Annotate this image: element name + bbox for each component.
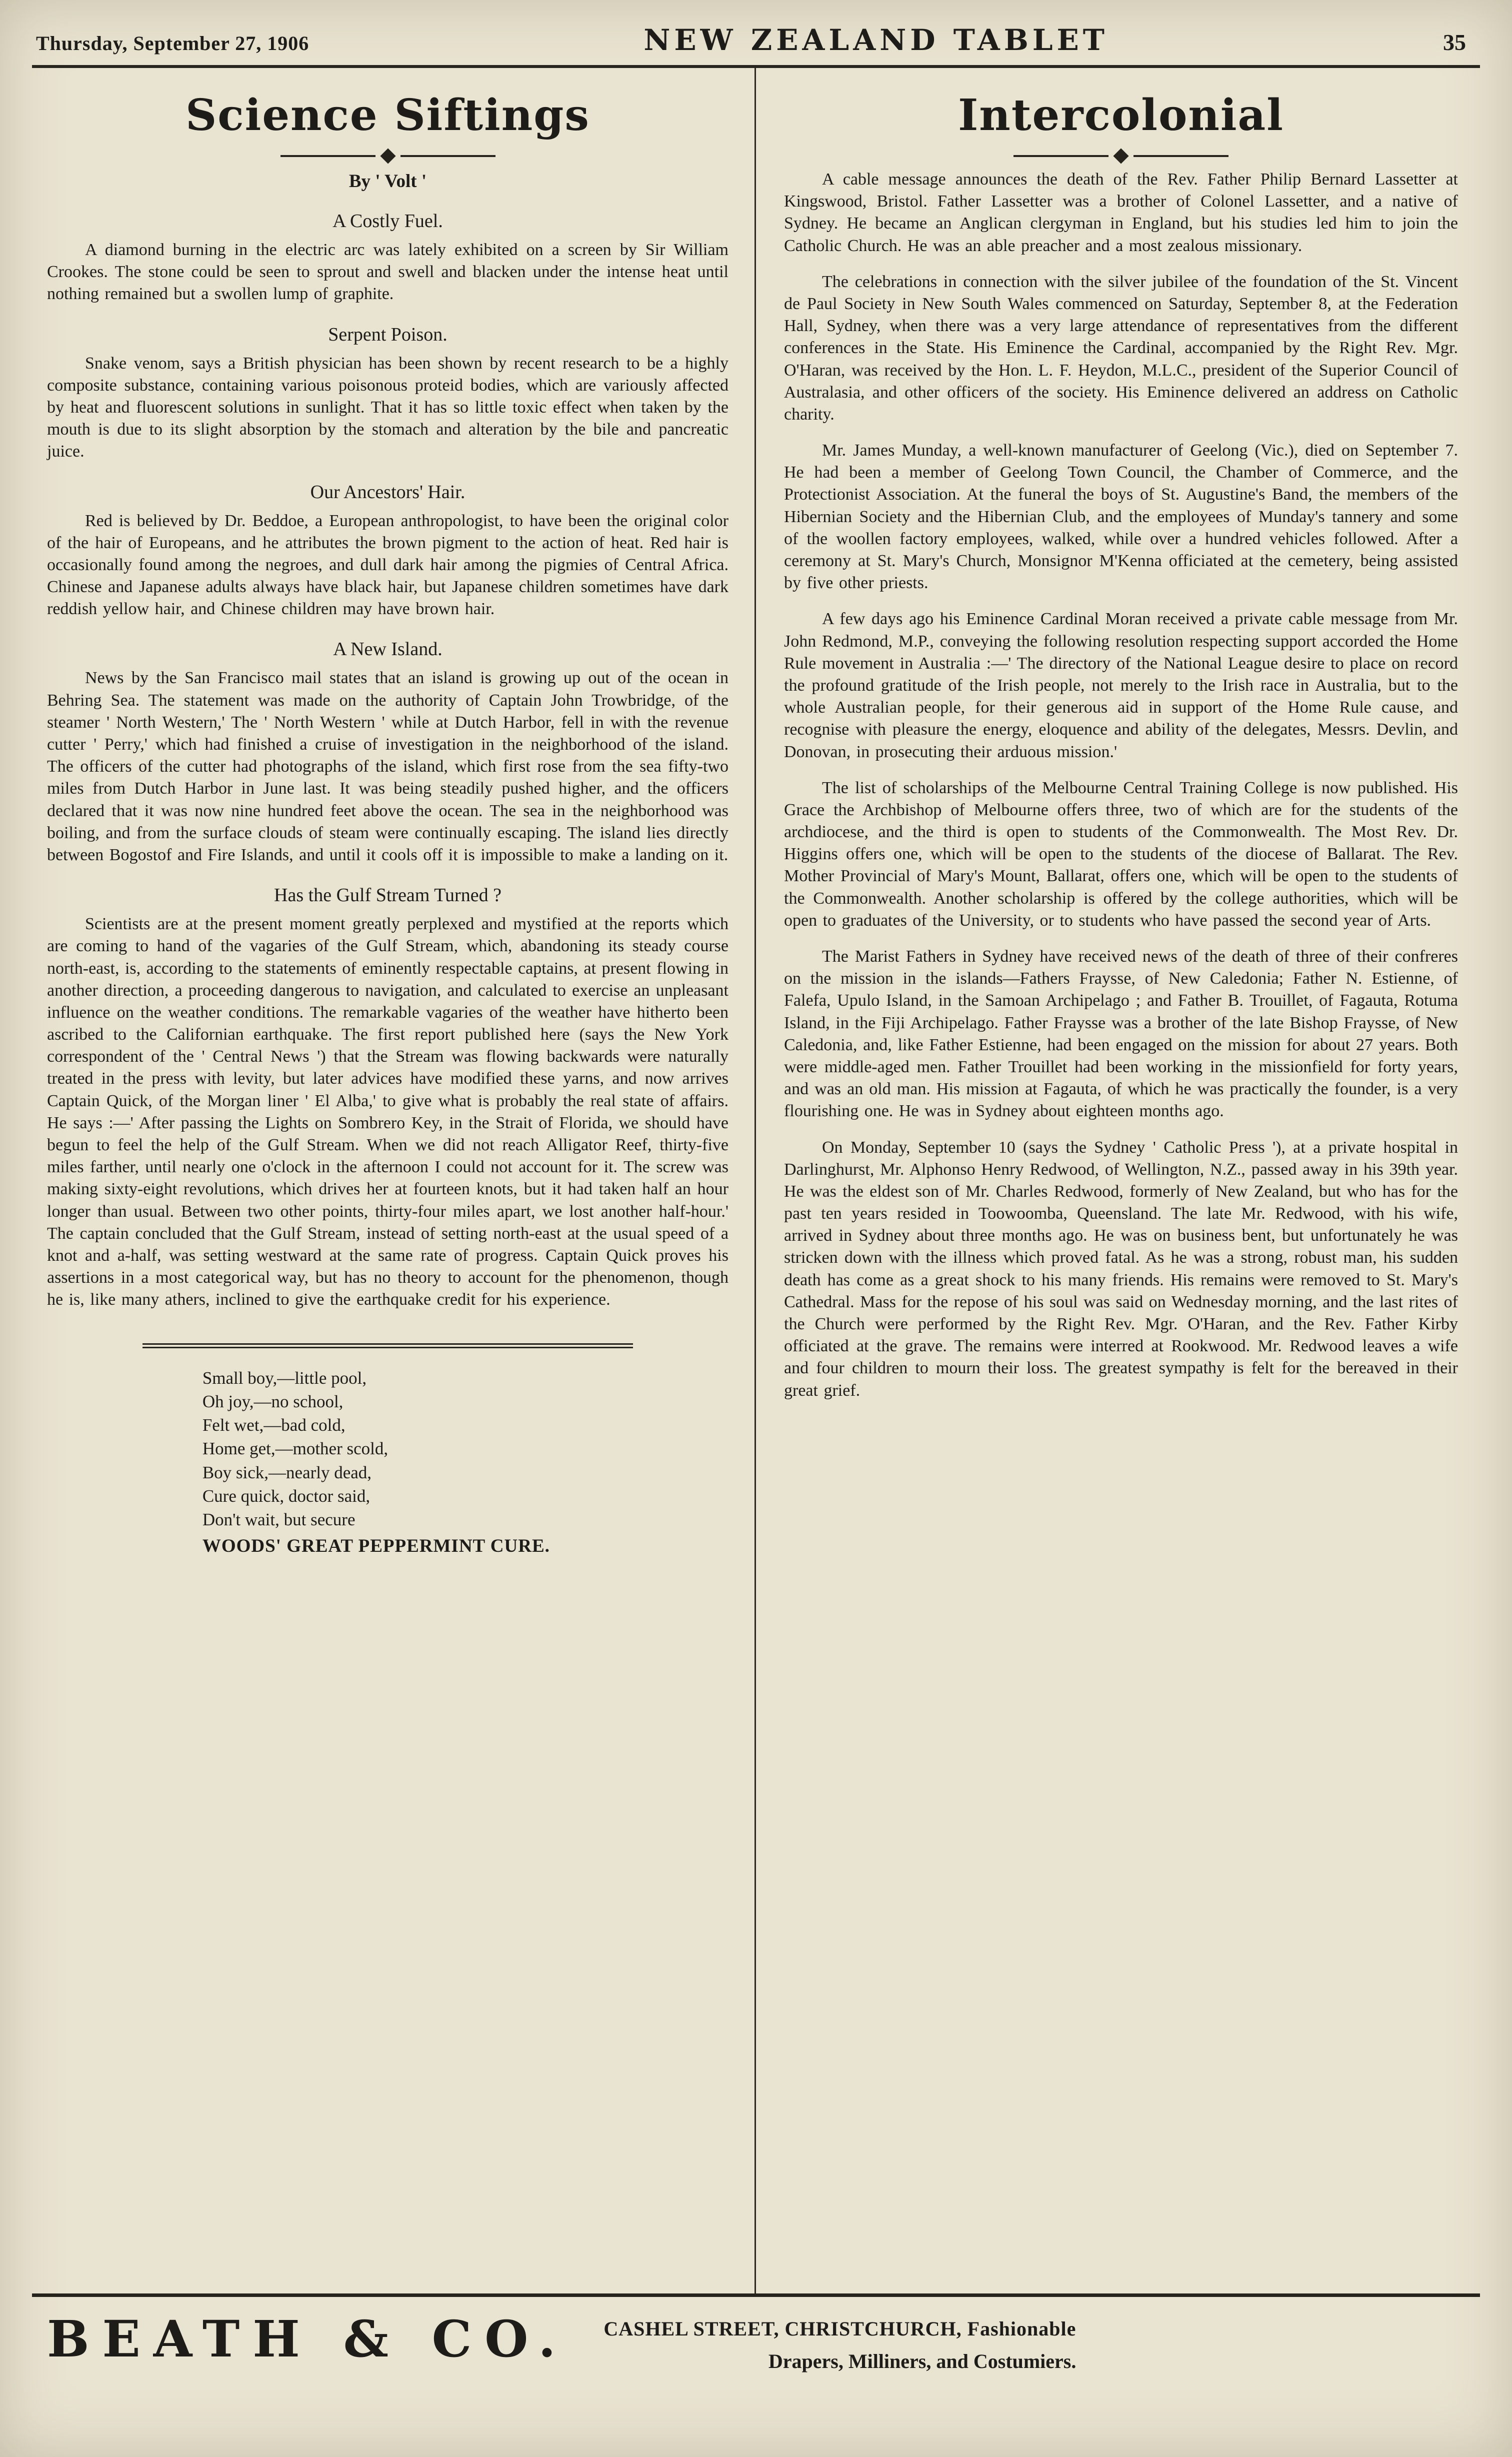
ad-line: Oh joy,—no school, xyxy=(202,1391,344,1411)
section-paragraph: News by the San Francisco mail states that an island is growing up out of the ocean in Behring Sea. The statement was made on the authority of Captain John Trowbridge, of the steamer ' North Western,' The ' North Western ' while at Dutch Harbor, fell in with the revenue cutter ' Perry,' which had finished a cruise of investigation in the neighborhood of the island. The officers of the cutter had photographs of the island, which first rose from the sea fifty-two miles from Dutch Harbor in June last. It was being steadily pushed higher, and the officers declared that it was now nine hundred feet above the ocean. The sea in the neighborhood was boiling, and from the surface clouds of steam were continually escaping. The island lies directly between Bogostof and Fire Islands, and until it cools off it is impossible to make a landing on it. xyxy=(47,669,728,864)
news-paragraph: A few days ago his Eminence Cardinal Moran received a private cable message from Mr. John Redmond, M.P., conveying the following resolution respecting support accorded the Home Rule movement in Australia :—' The directory of the National League desire to place on record the profound gratitude of the Irish people, not merely to the Irish race in Australia, but to the whole Australian people, for their generous aid in support of the Home Rule cause, and recognise with pleasure the energy, eloquence and ability of the delegates, Messrs. Devlin, and Donovan, in prosecuting their arduous mission.' xyxy=(784,610,1458,761)
news-paragraph: A cable message announces the death of the Rev. Father Philip Bernard Lassetter at Kingswood, Bristol. Father Lassetter was a brother of Colonel Lassetter, and a native of Sydney. He became an Anglican clergyman in England, but his studies led him to join the Catholic Church. He was an able preacher and a most zealous missionary. xyxy=(784,170,1458,255)
section-paragraph: Scientists are at the present moment greatly perplexed and mystified at the reports which are coming to hand of the vagaries of the Gulf Stream, which, abandoning its steady course north-east, is, according to the statements of eminently respectable captains, at present flowing in another direction, a proceeding dangerous to navigation, and calculated to exercise an unpleasant influence on the weather conditions. The remarkable vagaries of the weather have hitherto been ascribed to the Californian earthquake. The first report published here (says the New York correspondent of the ' Central News ') that the Stream was flowing backwards were naturally treated in the press with levity, but later advices have modified these yarns, and now arrives Captain Quick, of the Morgan liner ' El Alba,' to give what is probably the real state of affairs. He says :—' After passing the Lights on Sombrero Key, in the Strait of Florida, we should have begun to feel the help of the Gulf Stream. When we did not reach Alligator Reef, thirty-five miles farther, until nearly one o'clock in the afternoon I could not account for it. The screw was making sixty-eight revolutions, which drives her at fourteen knots, but it had taken half an hour longer than usual. Between two other points, thirty-four miles apart, we lost another half-hour.' The captain concluded that the Gulf Stream, instead of setting north-east at the usual speed of a knot and a-half, was setting westward at the same rate of progress. Captain Quick proves his assertions in a most categorical way, but has no theory to account for the phenomenon, though he is, like many athers, inclined to give the earthquake credit for his experience. xyxy=(47,915,728,1309)
news-paragraph: Mr. James Munday, a well-known manufacturer of Geelong (Vic.), died on September 7. He had been a member of Geelong Town Council, the Chamber of Commerce, and the Protectionist Association. At the funeral the boys of St. Augustine's Band, the members of the Hibernian Society and the Hibernian Club, and the employees of Munday's tannery and some of the woollen factory employees, walked, while over a hundred vehicles followed. After a ceremony at St. Mary's Church, Monsignor M'Kenna officiated at the cemetery, being assisted by five other priests. xyxy=(784,441,1458,593)
ornament-line xyxy=(400,155,496,157)
footer-address: CASHEL STREET, CHRISTCHURCH, Fashionable xyxy=(604,2317,1076,2340)
diamond-ornament-icon xyxy=(1113,148,1128,164)
ad-line: Small boy,—little pool, xyxy=(202,1368,367,1388)
ad-line: Felt wet,—bad cold, xyxy=(202,1415,346,1435)
section-heading-gulf-stream: Has the Gulf Stream Turned ? xyxy=(274,885,502,906)
science-siftings-title: Science Siftings xyxy=(186,90,590,141)
footer-advertisement xyxy=(32,2293,1480,2373)
section-paragraph: Red is believed by Dr. Beddoe, a European anthropologist, to have been the original color of the hair of Europeans, and he attributes the brown pigment to the action of heat. Red hair is occasionally found among the negroes, and dull dark hair among the pigmies of Central Africa. Chinese and Japanese adults always have black hair, but Japanese children sometimes have dark reddish yellow hair, and Chinese children may have brown hair. xyxy=(47,511,728,619)
ornament-divider xyxy=(280,151,496,162)
byline: By ' Volt ' xyxy=(348,171,427,192)
diamond-ornament-icon xyxy=(380,148,396,164)
masthead-title: NEW ZEALAND TABLET xyxy=(644,23,1108,57)
section-paragraph: Snake venom, says a British physician has been shown by recent research to be a highly composite substance, containing various poisonous proteid bodies, which are variously affected by heat and fluorescent solutions in sunlight. That it has so little toxic effect when taken by the mouth is due to its slight absorption by the stomach and alteration by the bile and pancreatic juice. xyxy=(47,354,728,461)
beath-and-co-brand: BEATH & CO. xyxy=(47,2309,569,2368)
woods-peppermint-cure-ad xyxy=(142,1343,633,1567)
news-paragraph: The list of scholarships of the Melbourne Central Training College is now published. His Grace the Archbishop of Melbourne offers three, two of which are for the students of the archdiocese, and the third is open to students of the Commonwealth. The Most Rev. Dr. Higgins offers one, which will be open to the students of the diocese of Ballarat. The Rev. Mother Provincial of Mary's Mount, Ballarat, offers one, which will be open to the students of the Commonwealth. Another scholarship is offered by the college authorities, which will be open to graduates of the University, or to students who have passed the second year of Arts. xyxy=(784,778,1458,930)
page-header xyxy=(32,18,1480,68)
news-paragraph: The Marist Fathers in Sydney have received news of the death of three of their confreres on the mission in the islands—Fathers Fraysse, of New Caledonia; Father N. Estienne, of Falefa, Upulo Island, in the Samoan Archipelago ; and Father B. Trouillet, of Fagauta, Rotuma Island, in the Fiji Archipelago. Father Fraysse was a brother of the late Bishop Fraysse, of New Caledonia, and, like Father Estienne, had been engaged on the mission for about 27 years. Both were middle-aged men. Father Trouillet had been working in the missionfield for forty years, and was an old man. His mission at Fagauta, of which he was practically the founder, is a very flourishing one. He was in Sydney about eighteen months ago. xyxy=(784,947,1458,1121)
ornament-divider xyxy=(1014,151,1228,162)
science-siftings-column xyxy=(32,68,756,2293)
ornament-line xyxy=(1134,155,1228,157)
footer-tagline: Drapers, Milliners, and Costumiers. xyxy=(768,2350,1076,2372)
intercolonial-title: Intercolonial xyxy=(958,90,1284,141)
news-paragraph: The celebrations in connection with the silver jubilee of the foundation of the St. Vincent de Paul Society in New South Wales commenced on Saturday, September 8, at the Federation Hall, Sydney, when there was a very large attendance of representatives from the different conferences in the State. His Eminence the Cardinal, accompanied by the Right Rev. Mgr. O'Haran, was received by the Hon. L. F. Heydon, M.L.C., president of the Superior Council of Australasia, and other officers of the society. His Eminence delivered an address on Catholic charity. xyxy=(784,272,1458,424)
ad-line: Cure quick, doctor said, xyxy=(202,1486,370,1506)
news-paragraph: On Monday, September 10 (says the Sydney ' Catholic Press '), at a private hospital in Darlinghurst, Mr. Alphonso Henry Redwood, of Wellington, N.Z., passed away in his 39th year. He was the eldest son of Mr. Charles Redwood, formerly of New Zealand, but who has for the past ten years resided in Toowoomba, Queensland. The late Mr. Redwood, with his wife, arrived in Sydney about three months ago. He was on business bent, but unfortunately he was stricken down with the illness which proved fatal. As he was a strong, robust man, his sudden death has come as a great shock to his many friends. His remains were removed to St. Mary's Cathedral. Mass for the repose of his soul was said on Wednesday morning, and the last rites of the Church were performed by the Right Rev. Mgr. O'Haran, and the Rev. Father Kirby officiated at the grave. The remains were interred at Rookwood. Mr. Redwood leaves a wife and four children to mourn their loss. The greatest sympathy is felt for the bereaved in their great grief. xyxy=(784,1138,1458,1400)
ad-line: Boy sick,—nearly dead, xyxy=(202,1462,372,1482)
section-heading-new-island: A New Island. xyxy=(333,639,442,660)
column-layout xyxy=(32,68,1480,2293)
section-paragraph: A diamond burning in the electric arc was lately exhibited on a screen by Sir William Crookes. The stone could be seen to sprout and swell and blacken under the intense heat until nothing remained but a swollen lump of graphite. xyxy=(47,241,728,304)
ad-product-name: WOODS' GREAT PEPPERMINT CURE. xyxy=(202,1536,550,1557)
intercolonial-column xyxy=(756,68,1480,2293)
ad-line: Home get,—mother scold, xyxy=(202,1439,388,1459)
ornament-line xyxy=(1014,155,1108,157)
ad-line: Don't wait, but secure xyxy=(202,1510,356,1529)
section-heading-serpent-poison: Serpent Poison. xyxy=(328,324,448,345)
ornament-line xyxy=(280,155,376,157)
footer-address-block xyxy=(604,2314,1076,2373)
issue-date: Thursday, September 27, 1906 xyxy=(36,32,310,55)
page-number: 35 xyxy=(1442,30,1466,55)
section-heading-costly-fuel: A Costly Fuel. xyxy=(332,211,443,232)
section-heading-ancestors-hair: Our Ancestors' Hair. xyxy=(310,481,466,503)
